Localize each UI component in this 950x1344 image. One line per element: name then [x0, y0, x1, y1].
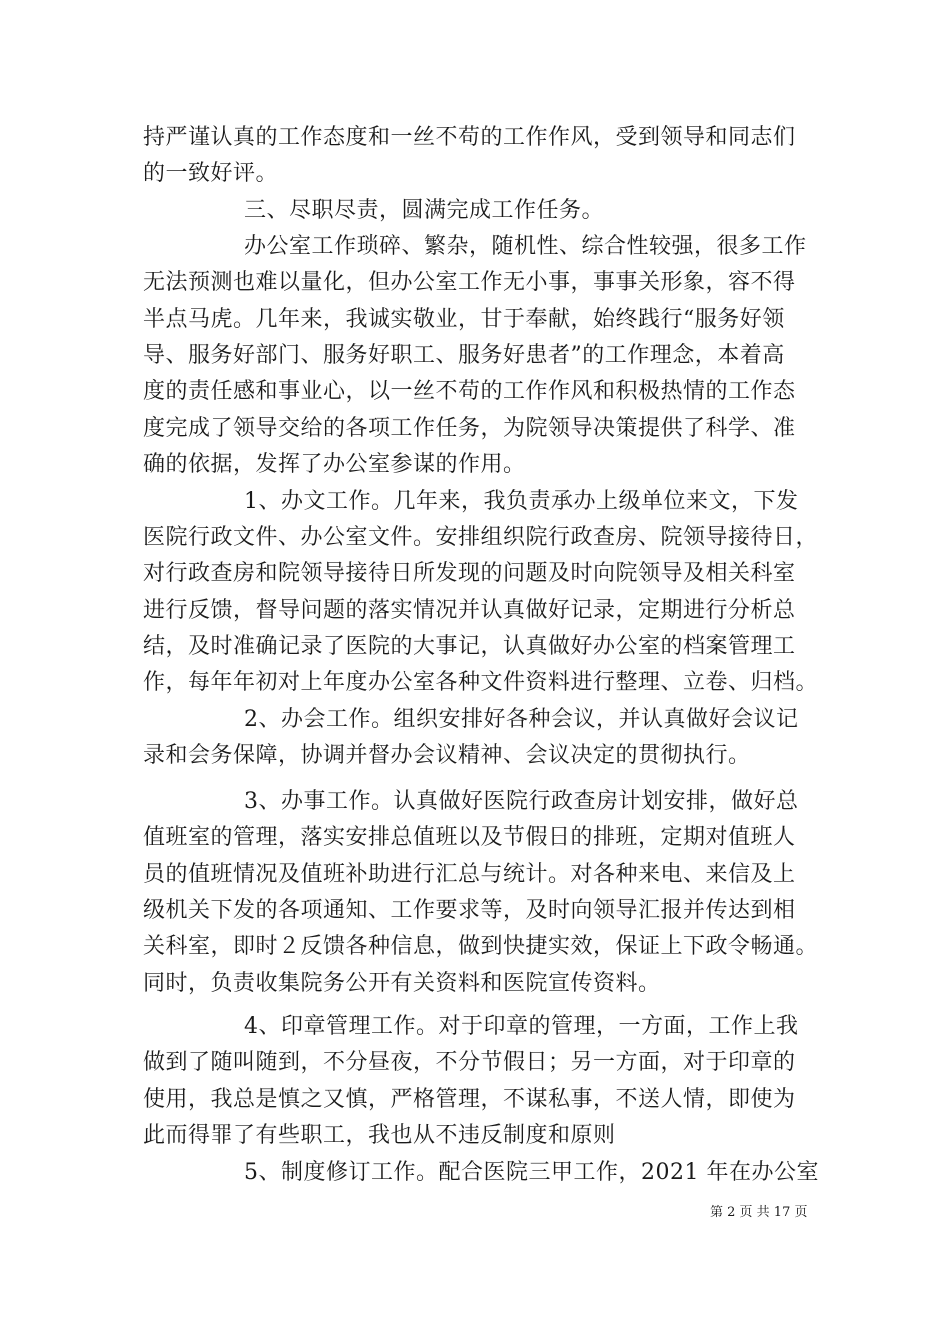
- body-text-line: 员的值班情况及值班补助进行汇总与统计。对各种来电、来信及上: [143, 862, 796, 887]
- body-text-line: 半点马虎。几年来，我诚实敬业，甘于奉献，始终践行“服务好领: [143, 307, 785, 332]
- body-text-line: 使用，我总是慎之又慎，严格管理，不谋私事，不送人情，即使为: [143, 1087, 796, 1112]
- body-text-line: 的一致好评。: [143, 161, 279, 186]
- body-text-line: 度完成了领导交给的各项工作任务，为院领导决策提供了科学、准: [143, 416, 796, 441]
- body-text-line: 此而得罪了有些职工，我也从不违反制度和原则: [143, 1123, 616, 1148]
- page-number: 第 2 页 共 17 页: [710, 1205, 808, 1220]
- section-heading: 三、尽职尽责，圆满完成工作任务。: [244, 198, 605, 223]
- body-text-line: 5、制度修订工作。配合医院三甲工作，2021 年在办公室: [244, 1160, 819, 1185]
- body-text-line: 导、服务好部门、服务好职工、服务好患者”的工作理念，本着高: [143, 343, 785, 368]
- body-text-line: 4、印章管理工作。对于印章的管理，一方面，工作上我: [244, 1014, 799, 1039]
- body-text-line: 对行政查房和院领导接待日所发现的问题及时向院领导及相关科室: [143, 561, 796, 586]
- body-text-line: 无法预测也难以量化，但办公室工作无小事，事事关形象，容不得: [143, 270, 796, 295]
- body-text-line: 关科室，即时２反馈各种信息，做到快捷实效，保证上下政令畅通。: [143, 934, 819, 959]
- body-text-line: 做到了随叫随到，不分昼夜，不分节假日；另一方面，对于印章的: [143, 1050, 796, 1075]
- body-text-line: 结，及时准确记录了医院的大事记，认真做好办公室的档案管理工: [143, 634, 796, 659]
- body-text-line: 持严谨认真的工作态度和一丝不苟的工作作风，受到领导和同志们: [143, 125, 796, 150]
- body-text-line: 3、办事工作。认真做好医院行政查房计划安排，做好总: [244, 789, 799, 814]
- body-text-line: 级机关下发的各项通知、工作要求等，及时向领导汇报并传达到相: [143, 898, 796, 923]
- body-text-line: 度的责任感和事业心，以一丝不苟的工作作风和积极热情的工作态: [143, 379, 796, 404]
- body-text-line: 录和会务保障，协调并督办会议精神、会议决定的贯彻执行。: [143, 743, 751, 768]
- body-text-line: 同时，负责收集院务公开有关资料和医院宣传资料。: [143, 971, 661, 996]
- body-text-line: 值班室的管理，落实安排总值班以及节假日的排班，定期对值班人: [143, 825, 796, 850]
- body-text-line: 进行反馈，督导问题的落实情况并认真做好记录，定期进行分析总: [143, 598, 796, 623]
- body-text-line: 1、办文工作。几年来，我负责承办上级单位来文，下发: [244, 489, 799, 514]
- body-text-line: 2、办会工作。组织安排好各种会议，并认真做好会议记: [244, 707, 799, 732]
- body-text-line: 办公室工作琐碎、繁杂，随机性、综合性较强，很多工作: [244, 234, 807, 259]
- body-text-line: 医院行政文件、办公室文件。安排组织院行政查房、院领导接待日，: [143, 525, 819, 550]
- body-text-line: 确的依据，发挥了办公室参谋的作用。: [143, 452, 526, 477]
- body-text-line: 作，每年年初对上年度办公室各种文件资料进行整理、立卷、归档。: [143, 670, 819, 695]
